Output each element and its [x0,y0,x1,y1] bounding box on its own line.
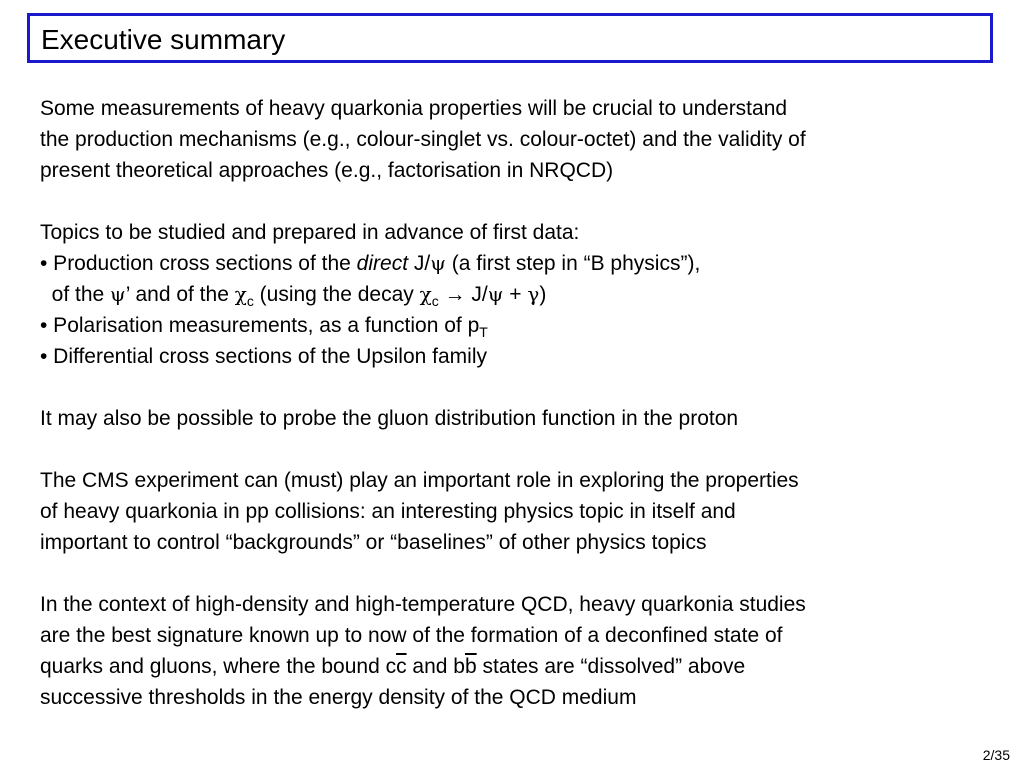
italic-direct: direct [356,252,409,275]
paragraph-gap [40,186,990,217]
subscript-c: c [246,293,254,309]
text-segment: (using the decay [253,283,420,306]
slide-title: Executive summary [41,24,286,55]
slide-content [40,93,990,713]
topic-item-production [40,248,990,279]
chi-symbol: χ [419,282,432,306]
paragraph-gap [40,434,990,465]
c-bar: $\overline{c}$ [396,655,407,678]
paragraph-gap [40,558,990,589]
paragraph-gap [40,372,990,403]
slide-title-box [27,13,993,63]
para4-line3 [40,651,990,682]
para3-line1: The CMS experiment can (must) play an important role in exploring the properties [40,469,799,492]
text-segment: ) [539,283,547,306]
b-bar: $\overline{b}$ [464,655,477,678]
text-segment: (a first step in “B physics”), [445,252,701,275]
topic-item-upsilon: • Differential cross sections of the Upsilon family [40,345,487,368]
text-segment: quarks and gluons, where the bound c [40,655,397,678]
topic-item-polarisation [40,310,990,341]
para4-line1: In the context of high-density and high-temperature QCD, heavy quarkonia studies [40,593,806,616]
para1-line3: present theoretical approaches (e.g., factorisation in NRQCD) [40,159,614,182]
text-segment: + [503,283,528,306]
para1-line1: Some measurements of heavy quarkonia properties will be crucial to understand [40,97,788,120]
psi-symbol: ψ [487,282,504,306]
para3-line2: of heavy quarkonia in pp collisions: an interesting physics topic in itself and [40,500,736,523]
psi-symbol: ψ [430,251,446,275]
text-segment: J/ [408,252,431,275]
topic-item-production-cont [40,279,990,310]
psi-symbol: ψ [110,282,126,306]
text-segment: • Polarisation measurements, as a function of p [40,314,480,337]
chi-symbol: χ [234,282,247,306]
text-segment: states are “dissolved” above [476,655,746,678]
text-segment: → J/ [438,283,488,306]
para2-line1: It may also be possible to probe the gluon distribution function in the proton [40,407,739,430]
text-segment: • Production cross sections of the [40,252,357,275]
topics-intro: Topics to be studied and prepared in advance of first data: [40,221,580,244]
gamma-symbol: γ [527,282,540,306]
subscript-t: T [479,324,488,340]
subscript-c: c [431,293,439,309]
para3-line3: important to control “backgrounds” or “baselines” of other physics topics [40,531,707,554]
text-segment: of the [40,283,111,306]
text-segment: ’ and of the [125,283,235,306]
para1-line2: the production mechanisms (e.g., colour-singlet vs. colour-octet) and the validity of [40,128,806,151]
para4-line2: are the best signature known up to now of the formation of a deconfined state of [40,624,783,647]
page-number: 2/35 [982,747,1010,763]
para4-line4: successive thresholds in the energy density of the QCD medium [40,686,637,709]
text-segment: and b [406,655,465,678]
